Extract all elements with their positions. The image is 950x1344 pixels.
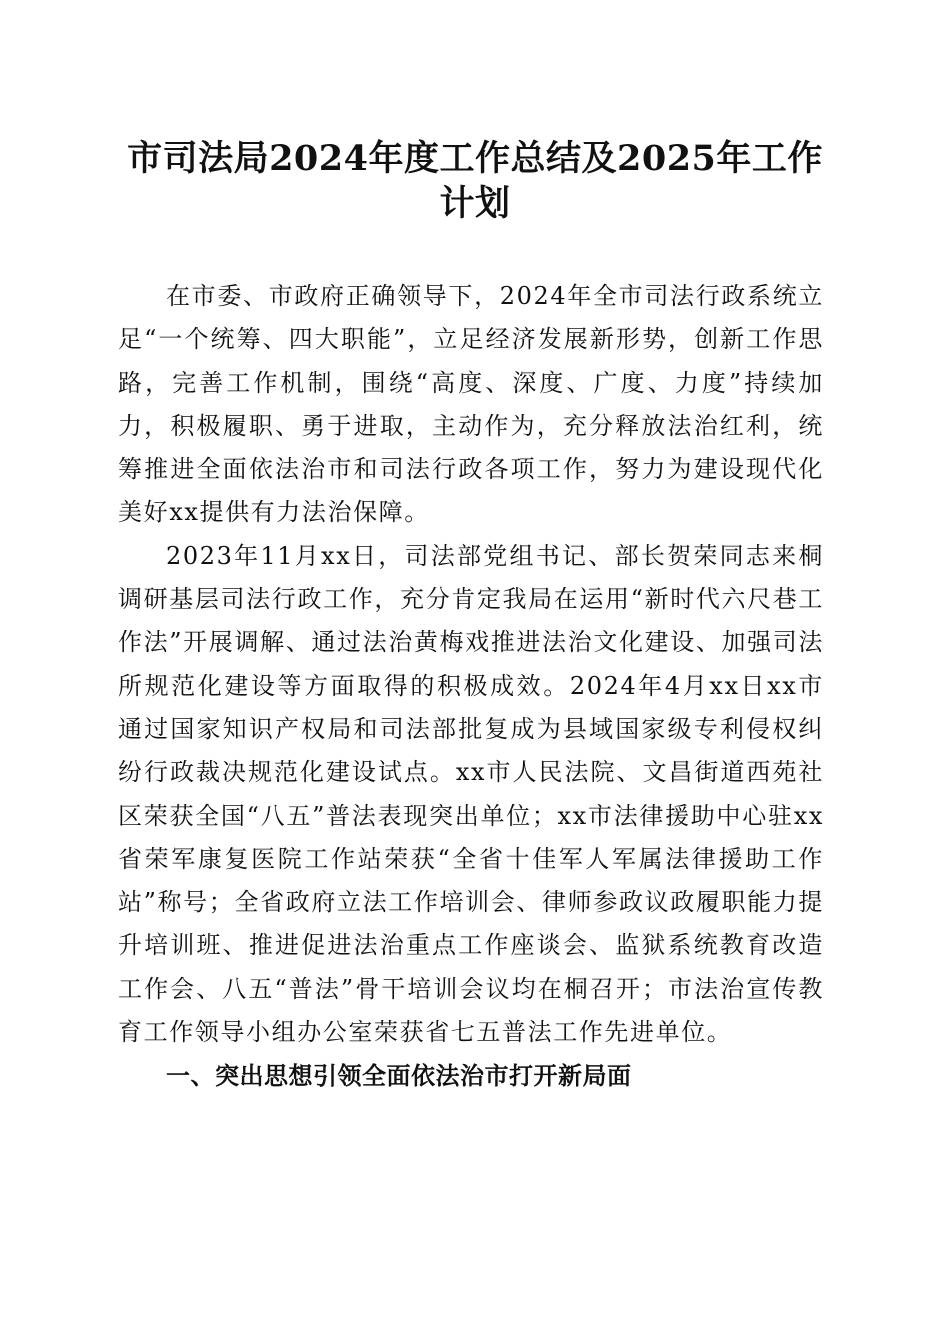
section-heading: 一、突出思想引领全面依法治市打开新局面	[166, 1062, 632, 1091]
document-body	[118, 275, 824, 1099]
intro-paragraph: 在市委、市政府正确领导下，2024年全市司法行政系统立足“一个统筹、四大职能”，立足经济发展新形势，创新工作思路，完善工作机制，围绕“高度、深度、广度、力度”持续加力，积极履职、勇于进取，主动作为，充分释放法治红利，统筹推进全面依法治市和司法行政各项工作，努力为建设现代化美好xx提供有力法治保障。	[118, 282, 824, 527]
document-title: 市司法局2024年度工作总结及2025年工作计划	[127, 138, 823, 224]
achievements-paragraph: 2023年11月xx日，司法部党组书记、部长贺荣同志来桐调研基层司法行政工作，充分肯定我局在运用“新时代六尺巷工作法”开展调解、通过法治黄梅戏推进法治文化建设、加强司法所规范化建设等方面取得的积极成效。2024年4月xx日xx市通过国家知识产权局和司法部批复成为县域国家级专利侵权纠纷行政裁决规范化建设试点。xx市人民法院、文昌街道西苑社区荣获全国“八五”普法表现突出单位；xx市法律援助中心驻xx省荣军康复医院工作站荣获“全省十佳军人军属法律援助工作站”称号；全省政府立法工作培训会、律师参政议政履职能力提升培训班、推进促进法治重点工作座谈会、监狱系统教育改造工作会、八五“普法”骨干培训会议均在桐召开；市法治宣传教育工作领导小组办公室荣获省七五普法工作先进单位。	[118, 541, 824, 1047]
